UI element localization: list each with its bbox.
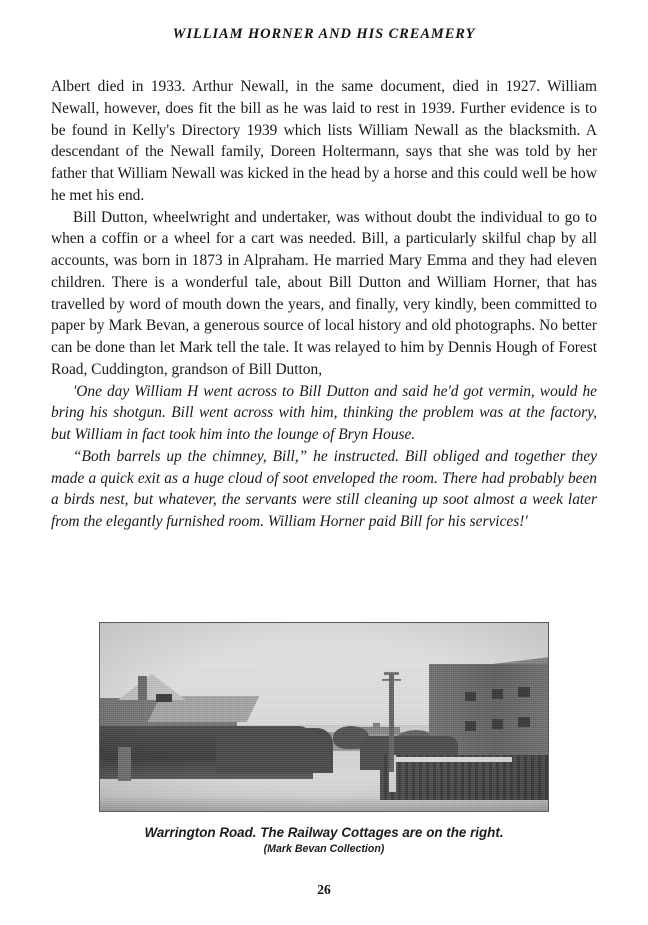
telegraph-pole [389, 674, 394, 772]
road-foreground-shadow [100, 796, 548, 811]
left-wall-pier [118, 747, 131, 781]
paragraph-2: Bill Dutton, wheelwright and undertaker, was without doubt the individual to go to when a coffin or a wheel for a cart was needed. Bill, a particularly skilful chap by all accounts, was born in 1873 in Alpraham. He married Mary Emma and they had eleven children. There is a wonderful tale, about Bill Dutton and William Horner, that has travelled by word of mouth down the years, and finally, very kindly, been committed to paper by Mark Bevan, a generous source of local history and old photographs. No better can be done than let Mark tell the tale. It was relayed to him by Dennis Hough of Forest Road, Cuddington, grandson of Bill Dutton, [51, 208, 597, 378]
paragraph-1: Albert died in 1933. Arthur Newall, in the same document, died in 1927. William Newall, however, does fit the bill as he was laid to rest in 1939. Further evidence is to be found in Kelly's Directory 1939 which lists William Newall as the blacksmith. A descendant of the Newall family, Doreen Holtermann, says that she was told by her father that William Newall was kicked in the head by a horse and this could well be how he met his end. [51, 78, 597, 204]
left-chimney [138, 676, 147, 700]
figure [99, 622, 549, 812]
distant-chimney [373, 723, 379, 729]
photograph [99, 622, 549, 812]
figure-credit: (Mark Bevan Collection) [263, 843, 385, 855]
cottage-window [492, 719, 504, 729]
running-head: WILLIAM HORNER AND HIS CREAMERY [172, 26, 476, 42]
cottage-window [492, 689, 504, 699]
page-number: 26 [317, 882, 331, 897]
quoted-paragraph-1: 'One day William H went across to Bill Dutton and said he'd got vermin, would he bring his shotgun. Bill went across with him, thinking the problem was at the factory, but William in fact took him into the lounge of Bryn House. [51, 382, 597, 443]
figure-caption-text: Warrington Road. The Railway Cottages are on the right. [144, 825, 504, 840]
cottage-window [518, 687, 530, 697]
left-hedge-secondary [216, 728, 332, 773]
photograph-scene [100, 623, 548, 811]
cottage-window [465, 721, 477, 731]
cottage-window [518, 717, 530, 727]
cottage-window [465, 692, 477, 702]
body-text-block [51, 76, 597, 533]
quoted-paragraph-2: “Both barrels up the chimney, Bill,” he instructed. Bill obliged and together they made a quick exit as a huge cloud of soot enveloped the room. There had probably been a birds nest, but whatever, the servants were still cleaning up soot almost a week later from the elegantly furnished room. William Horner paid Bill for his services!' [51, 447, 597, 530]
fence-rail [396, 757, 512, 762]
left-building-window [156, 694, 172, 702]
left-building-gable [118, 674, 186, 700]
figure-caption [51, 824, 597, 857]
